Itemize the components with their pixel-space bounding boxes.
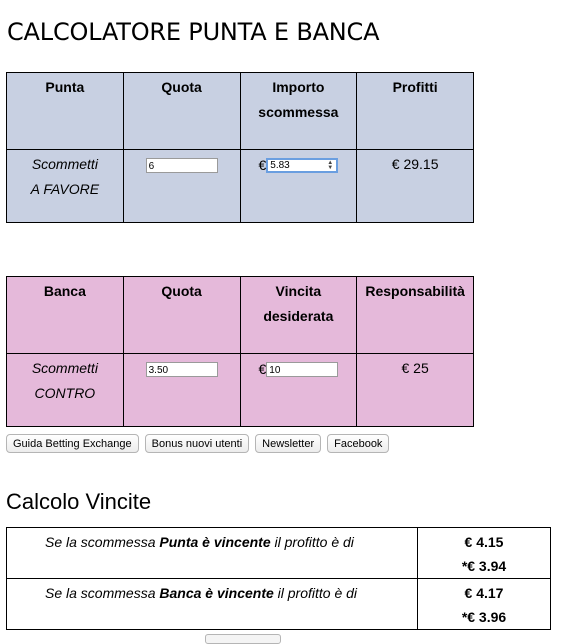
table-row (7, 528, 551, 579)
result-desc-prefix: Se la scommessa (45, 534, 160, 550)
stepper-arrows-icon[interactable]: ▲ ▼ (327, 159, 334, 171)
result-value-1: € 4.15 (464, 534, 504, 550)
punta-stake-input[interactable] (266, 158, 338, 173)
banca-table (6, 276, 474, 427)
punta-profit: € 29.15 (357, 150, 474, 223)
punta-header-quota: Quota (123, 73, 240, 150)
result-desc-strong: Banca è vincente (159, 585, 274, 601)
newsletter-button[interactable]: Newsletter (255, 434, 321, 453)
results-table (6, 527, 551, 630)
guida-betting-exchange-button[interactable]: Guida Betting Exchange (6, 434, 139, 453)
result-desc-punta (7, 528, 418, 579)
banca-win-input[interactable]: 10 (266, 362, 338, 377)
punta-table (6, 72, 474, 223)
banca-row-label (7, 354, 124, 427)
table-row (7, 579, 551, 630)
punta-header-importo: Importo scommessa (240, 73, 357, 150)
punta-header-punta: Punta (7, 73, 124, 150)
banca-odds-cell (123, 354, 240, 427)
banca-header-quota: Quota (123, 277, 240, 354)
punta-stake-prefix: € (258, 156, 267, 173)
banca-win-prefix: € (258, 360, 267, 377)
punta-stake-cell (240, 150, 357, 223)
page-title: CALCOLATORE PUNTA E BANCA (7, 18, 380, 46)
banca-header-vincita: Vincita desiderata (240, 277, 357, 354)
punta-row-label (7, 150, 124, 223)
bonus-nuovi-utenti-button[interactable]: Bonus nuovi utenti (145, 434, 250, 453)
banca-header-responsabilita: Responsabilità (357, 277, 474, 354)
banca-label-line2: CONTRO (34, 385, 96, 401)
banca-odds-input[interactable]: 3.50 (146, 362, 218, 377)
partial-button[interactable] (205, 634, 281, 644)
punta-odds-input[interactable]: 6 (146, 158, 218, 173)
punta-stake-value: 5.83 (270, 159, 290, 171)
punta-label-line1: Scommetti (31, 156, 98, 172)
result-value-1: € 4.17 (464, 585, 504, 601)
banca-header-banca: Banca (7, 277, 124, 354)
banca-label-line1: Scommetti (31, 360, 98, 376)
punta-header-profitti: Profitti (357, 73, 474, 150)
link-buttons (6, 434, 389, 453)
banca-win-cell (240, 354, 357, 427)
results-title: Calcolo Vincite (6, 489, 152, 514)
result-desc-suffix: il profitto è di (270, 534, 354, 550)
punta-odds-cell (123, 150, 240, 223)
result-desc-suffix: il profitto è di (273, 585, 358, 601)
result-desc-prefix: Se la scommessa (45, 585, 160, 601)
result-desc-strong: Punta è vincente (159, 534, 271, 550)
banca-liability: € 25 (357, 354, 474, 427)
punta-label-line2: A FAVORE (30, 181, 100, 197)
result-desc-banca (7, 579, 418, 630)
result-value-banca (418, 579, 551, 630)
facebook-button[interactable]: Facebook (327, 434, 389, 453)
result-value-punta (418, 528, 551, 579)
result-value-2: *€ 3.96 (461, 609, 507, 625)
result-value-2: *€ 3.94 (461, 558, 507, 574)
